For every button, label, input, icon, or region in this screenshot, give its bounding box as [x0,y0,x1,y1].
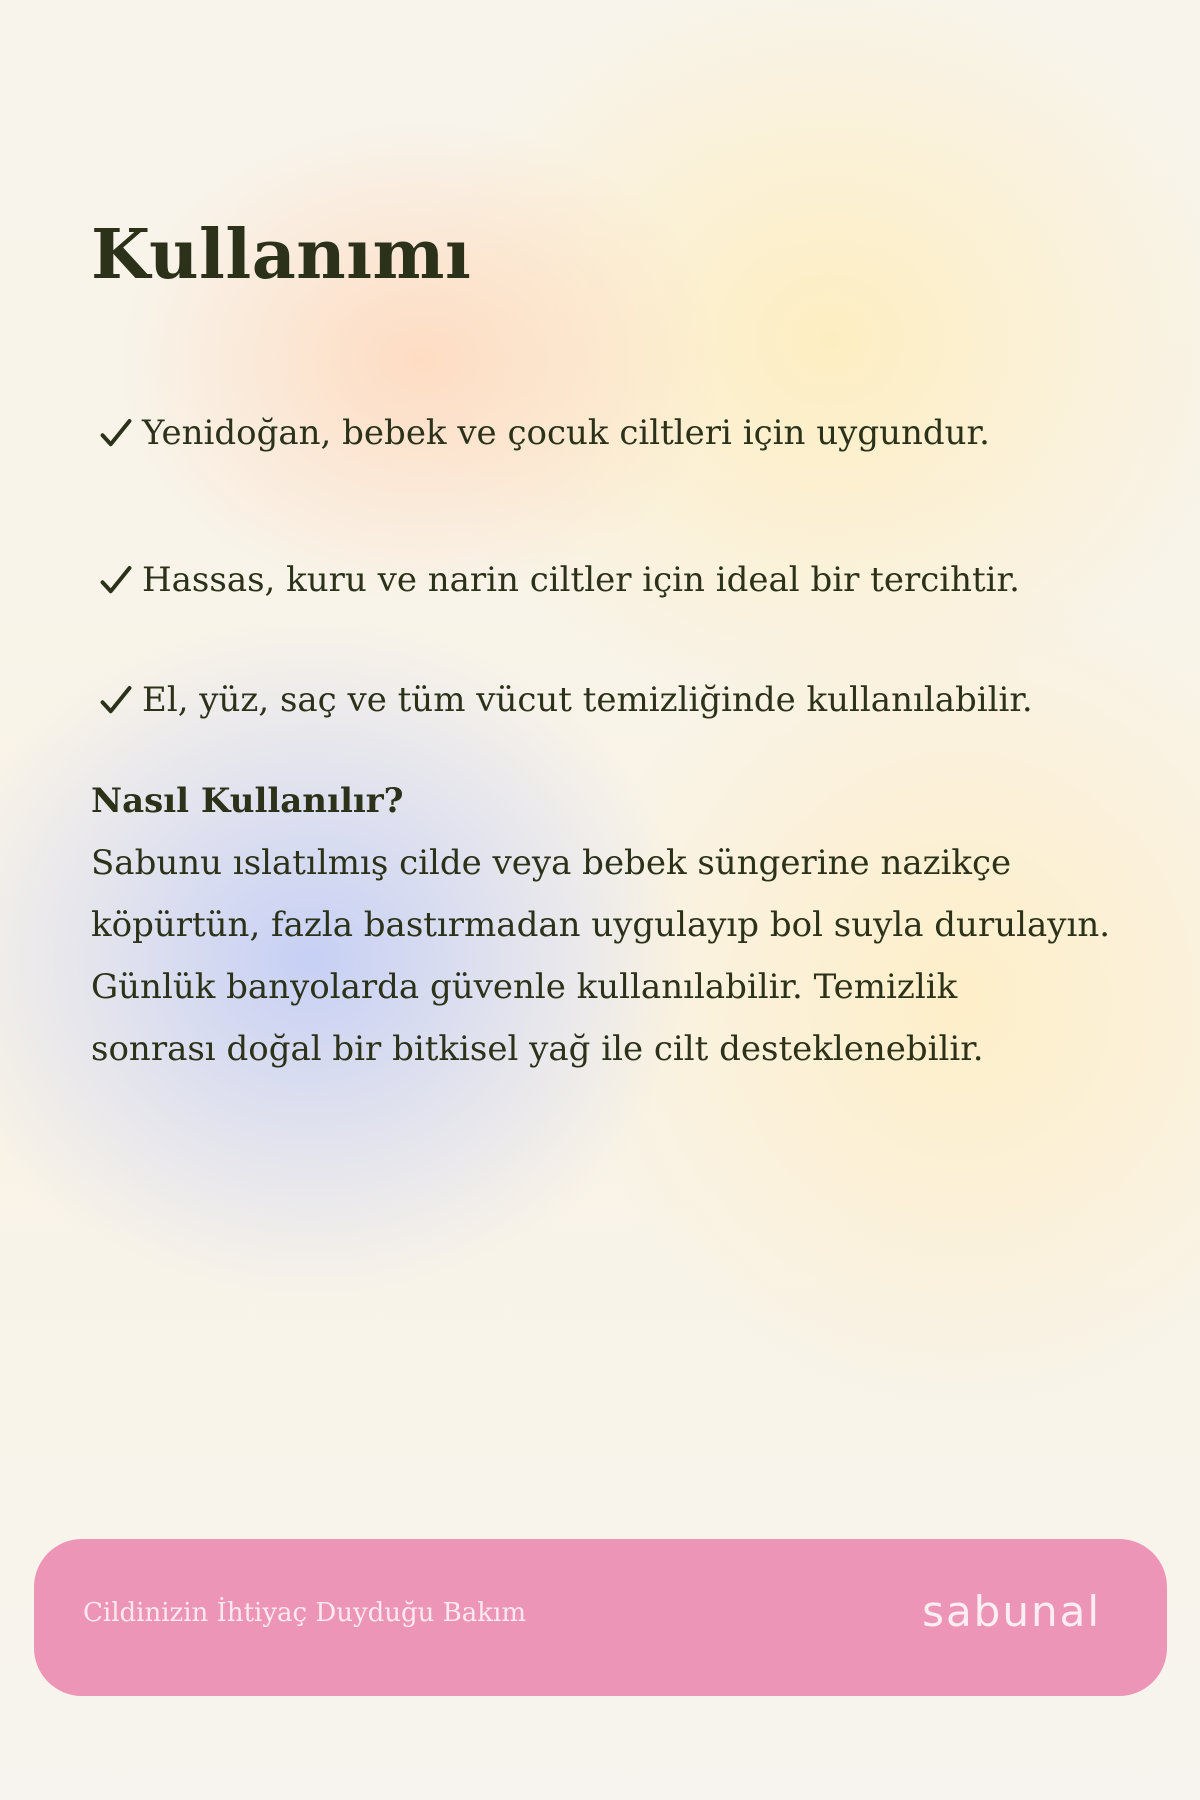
benefit-item [98,400,1033,466]
how-to-use-text: Sabunu ıslatılmış cilde veya bebek süngerine nazikçe köpürtün, fazla bastırmadan uygulayıp bol suyla durulayın. Günlük banyolarda güvenle kullanılabilir. Temizlik sonrası doğal bir bitkisel yağ ile cilt desteklenebilir. [91,843,1111,1069]
how-to-use-section [91,770,1131,1080]
benefit-item [98,520,1033,640]
how-to-use-heading: Nasıl Kullanılır? [91,781,404,821]
footer-banner [34,1539,1167,1696]
benefit-text: El, yüz, saç ve tüm vücut temizliğinde kullanılabilir. [142,679,1033,720]
page-title: Kullanımı [91,215,472,295]
benefits-list [98,400,1033,760]
footer-tagline: Cildinizin İhtiyaç Duyduğu Bakım [83,1598,527,1628]
check-icon [98,562,134,598]
check-icon [98,415,134,451]
benefit-item [98,640,1033,760]
benefit-text: Yenidoğan, bebek ve çocuk ciltleri için uygundur. [142,412,990,453]
benefit-text: Hassas, kuru ve narin ciltler için ideal bir tercihtir. [142,559,1020,600]
brand-logo: sabunal [922,1587,1101,1636]
check-icon [98,682,134,718]
